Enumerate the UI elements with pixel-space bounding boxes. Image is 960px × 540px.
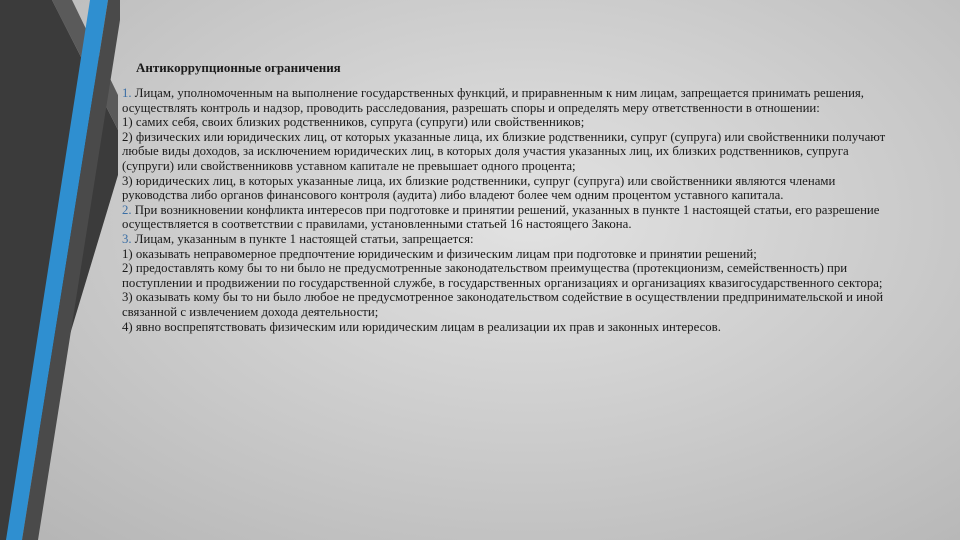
paragraph-number: 2. <box>122 202 132 217</box>
paragraph <box>122 247 894 262</box>
paragraph-number: 3. <box>122 231 132 246</box>
paragraph <box>122 290 894 319</box>
paragraph <box>122 232 894 247</box>
paragraph <box>122 174 894 203</box>
slide-content <box>122 60 894 334</box>
paragraph-number: 1. <box>122 86 132 100</box>
paragraph-text: 3) оказывать кому бы то ни было любое не предусмотренное законодательством содействие в осуществлении предпринимательской и иной связанной с извлечением дохода деятельности; <box>122 290 884 319</box>
paragraph <box>122 130 894 174</box>
slide-body-text <box>122 86 894 334</box>
left-decorative-stripes <box>0 0 120 540</box>
paragraph <box>122 115 894 130</box>
paragraph-text: Лицам, уполномоченным на выполнение государственных функций, и приравненным к ним лицам, запрещается принимать решения, осуществлять контроль и надзор, проводить расследования, разрешать споры и определять меру ответственности в отношении: <box>122 86 865 115</box>
paragraph <box>122 261 894 290</box>
paragraph-text: 3) юридических лиц, в которых указанные лица, их близкие родственники, супруг (супруга) или свойственники являются членами руководства либо органов финансового контроля (аудита) либо владеют более чем одним процентом уставного капитала. <box>122 173 836 203</box>
paragraph-text: При возникновении конфликта интересов при подготовке и принятии решений, указанных в пункте 1 настоящей статьи, его разрешение осуществляется в соответствии с правилами, установленными статьей 16 настоящего Закона. <box>122 202 880 232</box>
paragraph <box>122 320 894 335</box>
paragraph-text: Лицам, указанным в пункте 1 настоящей статьи, запрещается: <box>131 231 474 246</box>
slide-title: Антикоррупционные ограничения <box>136 60 341 75</box>
paragraph-text: 4) явно воспрепятствовать физическим или юридическим лицам в реализации их прав и законных интересов. <box>122 319 721 334</box>
paragraph-text: 2) физических или юридических лиц, от которых указанные лица, их близкие родственники, супруг (супруга) или свойственники получают любые виды доходов, за исключением юридических лиц, в которых доля участия указанных лиц, их близких родственников, супруга (супруги) или свойственниковв уставном капитале не превышает одного процента; <box>122 129 886 173</box>
paragraph-text: 1) самих себя, своих близких родственников, супруга (супруги) или свойственников; <box>122 115 585 130</box>
paragraph-text: 1) оказывать неправомерное предпочтение юридическим и физическим лицам при подготовке и принятии решений; <box>122 246 757 261</box>
paragraph-text: 2) предоставлять кому бы то ни было не предусмотренные законодательством преимущества (протекционизм, семейственность) при поступлении и продвижении по государственной службе, в государственных организациях и организациях квазигосударственного сектора; <box>122 261 883 290</box>
paragraph <box>122 203 894 232</box>
paragraph <box>122 86 894 115</box>
